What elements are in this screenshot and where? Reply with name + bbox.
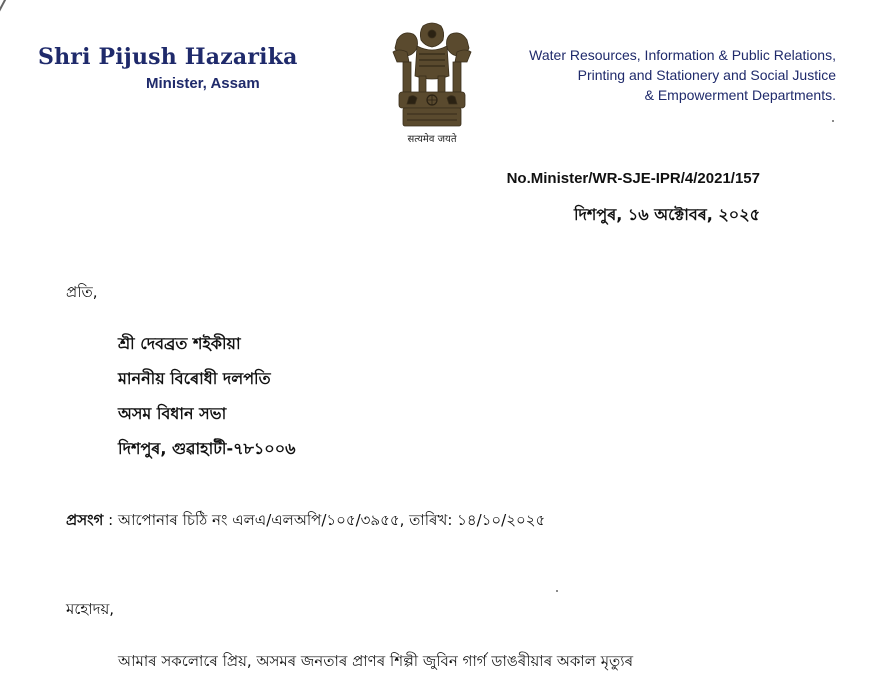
departments-line: & Empowerment Departments. bbox=[644, 87, 836, 103]
emblem-motto: सत्यमेव जयते bbox=[407, 134, 457, 145]
recipient-location: দিশপুৰ, গুৱাহাটী-৭৮১০০৬ bbox=[118, 439, 296, 458]
scan-mark bbox=[0, 0, 22, 47]
salutation: মহোদয়, bbox=[66, 600, 115, 618]
departments-block bbox=[529, 45, 836, 105]
recipient-organization: অসম বিধান সভা bbox=[118, 404, 227, 423]
recipient-address bbox=[118, 326, 296, 466]
scan-speck bbox=[556, 590, 558, 592]
departments-line: Water Resources, Information & Public Relations, bbox=[529, 47, 836, 63]
subject-text: আপোনাৰ চিঠি নং এলএ/এলঅপি/১০৫/৩৯৫৫, তাৰিখ: ১৪/১০/২০২৫ bbox=[118, 511, 546, 529]
reference-number: No.Minister/WR-SJE-IPR/4/2021/157 bbox=[506, 170, 760, 187]
letter-date: দিশপুৰ, ১৬ অক্টোবৰ, ২০২৫ bbox=[573, 205, 760, 224]
minister-name: Shri Pijush Hazarika bbox=[38, 44, 298, 70]
national-emblem-icon bbox=[389, 18, 475, 132]
minister-title: Minister, Assam bbox=[146, 75, 260, 92]
body-first-line: আমাৰ সকলোৰে প্ৰিয়, অসমৰ জনতাৰ প্ৰাণৰ শিল্পী জুবিন গাৰ্গ ডাঙৰীয়াৰ অকাল মৃত্যুৰ bbox=[118, 652, 634, 670]
recipient-designation: মাননীয় বিৰোধী দলপতি bbox=[118, 369, 271, 388]
subject-line bbox=[66, 509, 545, 534]
subject-separator: : bbox=[103, 511, 118, 529]
to-label: প্ৰতি, bbox=[66, 283, 98, 301]
scan-speck bbox=[832, 120, 834, 122]
departments-line: Printing and Stationery and Social Justice bbox=[577, 67, 836, 83]
recipient-name: শ্ৰী দেবব্ৰত শইকীয়া bbox=[118, 334, 241, 353]
subject-label: প্ৰসংগ bbox=[66, 511, 104, 529]
